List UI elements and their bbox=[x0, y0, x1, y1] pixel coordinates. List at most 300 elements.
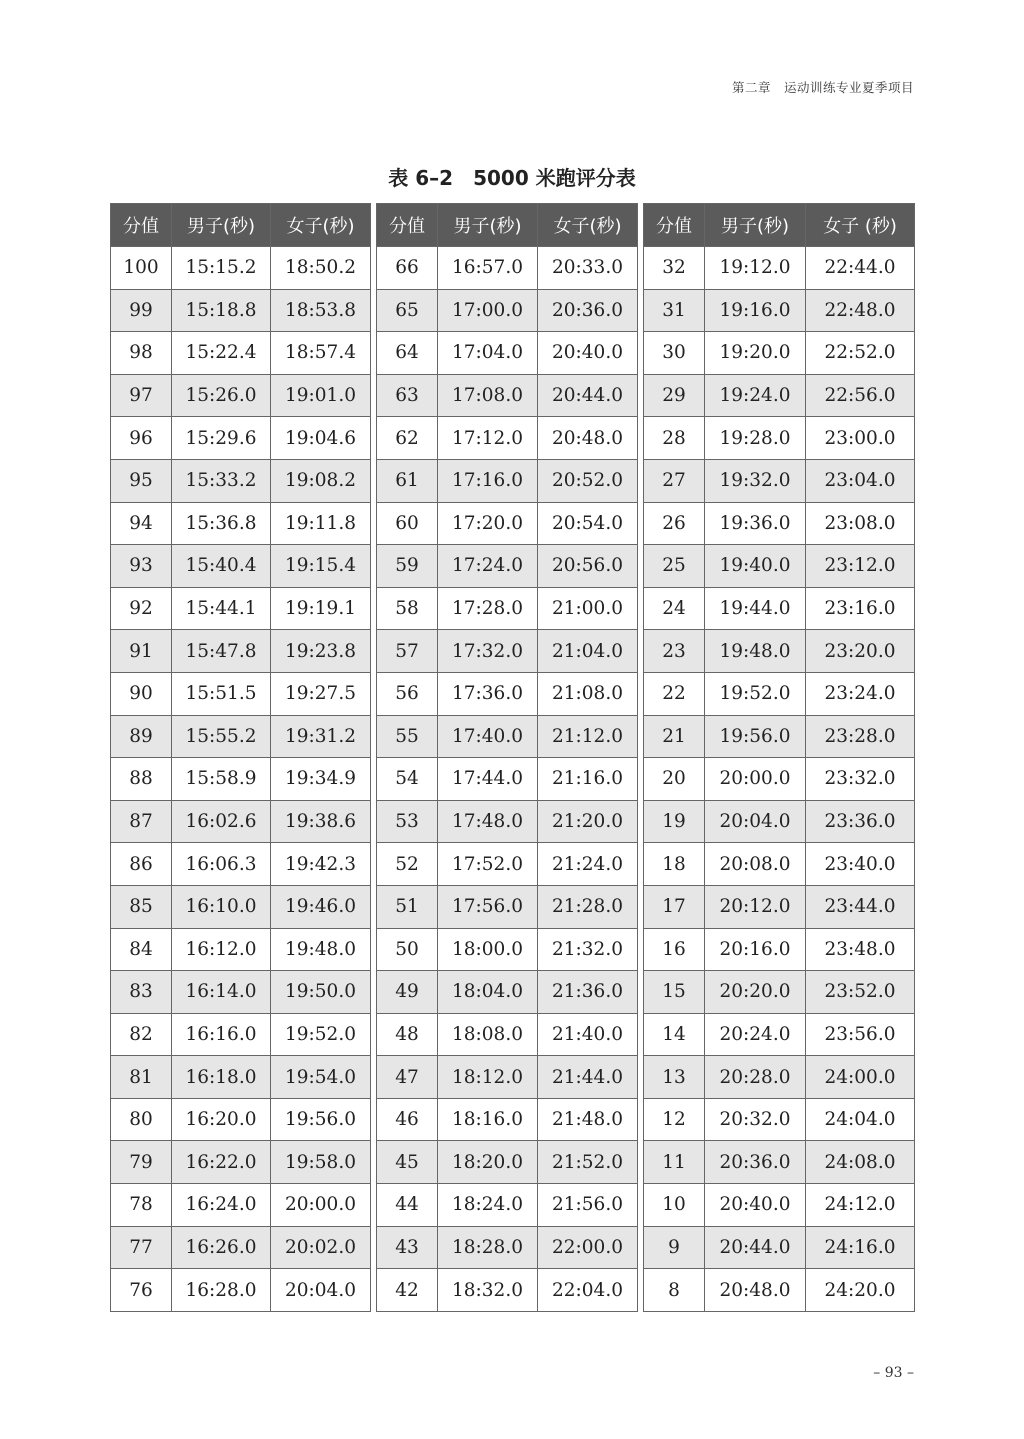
female-time-cell: 20:56.0 bbox=[538, 545, 638, 588]
male-time-cell: 17:12.0 bbox=[438, 417, 538, 460]
female-time-cell: 22:04.0 bbox=[538, 1269, 638, 1312]
male-time-cell: 18:28.0 bbox=[438, 1226, 538, 1269]
table-row bbox=[377, 1013, 638, 1056]
table-row bbox=[111, 1269, 371, 1312]
table-row bbox=[377, 417, 638, 460]
table-row bbox=[644, 502, 915, 545]
table-row bbox=[644, 332, 915, 375]
female-time-cell: 18:50.2 bbox=[271, 247, 371, 290]
table-row bbox=[377, 1184, 638, 1227]
score-cell: 11 bbox=[644, 1141, 705, 1184]
table-row bbox=[377, 715, 638, 758]
score-cell: 60 bbox=[377, 502, 438, 545]
male-time-cell: 18:08.0 bbox=[438, 1013, 538, 1056]
score-cell: 45 bbox=[377, 1141, 438, 1184]
female-time-cell: 24:08.0 bbox=[806, 1141, 915, 1184]
female-time-cell: 21:16.0 bbox=[538, 758, 638, 801]
table-row bbox=[111, 545, 371, 588]
male-time-cell: 17:48.0 bbox=[438, 800, 538, 843]
score-cell: 78 bbox=[111, 1184, 172, 1227]
female-time-cell: 19:48.0 bbox=[271, 928, 371, 971]
table-row bbox=[377, 928, 638, 971]
score-cell: 88 bbox=[111, 758, 172, 801]
male-time-cell: 20:16.0 bbox=[705, 928, 806, 971]
female-time-cell: 24:04.0 bbox=[806, 1098, 915, 1141]
female-time-cell: 19:19.1 bbox=[271, 587, 371, 630]
table-title: 表 6–2 5000 米跑评分表 bbox=[388, 166, 636, 190]
table-row bbox=[377, 1056, 638, 1099]
table-row bbox=[111, 1098, 371, 1141]
male-time-cell: 15:22.4 bbox=[172, 332, 271, 375]
male-time-cell: 20:20.0 bbox=[705, 971, 806, 1014]
table-row bbox=[377, 1269, 638, 1312]
score-cell: 10 bbox=[644, 1184, 705, 1227]
male-time-cell: 15:33.2 bbox=[172, 459, 271, 502]
score-cell: 28 bbox=[644, 417, 705, 460]
table-row bbox=[377, 374, 638, 417]
male-time-cell: 16:57.0 bbox=[438, 247, 538, 290]
table-row bbox=[377, 459, 638, 502]
table-row bbox=[377, 587, 638, 630]
male-time-cell: 15:55.2 bbox=[172, 715, 271, 758]
table-row bbox=[377, 1141, 638, 1184]
score-cell: 22 bbox=[644, 672, 705, 715]
table-row bbox=[377, 630, 638, 673]
male-time-cell: 17:24.0 bbox=[438, 545, 538, 588]
score-cell: 30 bbox=[644, 332, 705, 375]
male-time-cell: 15:15.2 bbox=[172, 247, 271, 290]
female-time-cell: 23:44.0 bbox=[806, 885, 915, 928]
male-time-cell: 18:24.0 bbox=[438, 1184, 538, 1227]
table-row bbox=[111, 715, 371, 758]
score-cell: 17 bbox=[644, 885, 705, 928]
score-cell: 79 bbox=[111, 1141, 172, 1184]
score-cell: 12 bbox=[644, 1098, 705, 1141]
table-row bbox=[377, 545, 638, 588]
table-row bbox=[111, 843, 371, 886]
table-header-row bbox=[111, 204, 371, 247]
male-time-cell: 15:58.9 bbox=[172, 758, 271, 801]
male-time-cell: 16:28.0 bbox=[172, 1269, 271, 1312]
male-time-cell: 16:16.0 bbox=[172, 1013, 271, 1056]
score-cell: 16 bbox=[644, 928, 705, 971]
male-time-cell: 20:28.0 bbox=[705, 1056, 806, 1099]
score-cell: 61 bbox=[377, 459, 438, 502]
male-time-cell: 19:52.0 bbox=[705, 672, 806, 715]
table-row bbox=[111, 374, 371, 417]
table-row bbox=[111, 289, 371, 332]
table-row bbox=[377, 800, 638, 843]
female-time-cell: 23:00.0 bbox=[806, 417, 915, 460]
male-time-cell: 17:36.0 bbox=[438, 672, 538, 715]
male-time-cell: 19:56.0 bbox=[705, 715, 806, 758]
score-cell: 31 bbox=[644, 289, 705, 332]
score-table-1 bbox=[110, 203, 371, 1312]
female-time-cell: 23:40.0 bbox=[806, 843, 915, 886]
female-time-cell: 23:20.0 bbox=[806, 630, 915, 673]
female-time-cell: 21:36.0 bbox=[538, 971, 638, 1014]
female-time-cell: 23:08.0 bbox=[806, 502, 915, 545]
male-time-cell: 20:08.0 bbox=[705, 843, 806, 886]
score-cell: 81 bbox=[111, 1056, 172, 1099]
table-row bbox=[644, 630, 915, 673]
header-male: 男子(秒) bbox=[172, 204, 271, 247]
female-time-cell: 21:56.0 bbox=[538, 1184, 638, 1227]
table-header-row bbox=[644, 204, 915, 247]
table-row bbox=[111, 1013, 371, 1056]
score-cell: 15 bbox=[644, 971, 705, 1014]
table-row bbox=[644, 1226, 915, 1269]
table-row bbox=[111, 1056, 371, 1099]
female-time-cell: 19:04.6 bbox=[271, 417, 371, 460]
table-row bbox=[644, 587, 915, 630]
table-header-row bbox=[377, 204, 638, 247]
score-cell: 55 bbox=[377, 715, 438, 758]
female-time-cell: 23:12.0 bbox=[806, 545, 915, 588]
table-row bbox=[377, 247, 638, 290]
female-time-cell: 19:01.0 bbox=[271, 374, 371, 417]
male-time-cell: 20:44.0 bbox=[705, 1226, 806, 1269]
table-row bbox=[111, 1184, 371, 1227]
running-head: 第二章 运动训练专业夏季项目 bbox=[731, 80, 914, 95]
male-time-cell: 16:02.6 bbox=[172, 800, 271, 843]
score-cell: 97 bbox=[111, 374, 172, 417]
male-time-cell: 19:16.0 bbox=[705, 289, 806, 332]
female-time-cell: 23:52.0 bbox=[806, 971, 915, 1014]
male-time-cell: 16:20.0 bbox=[172, 1098, 271, 1141]
female-time-cell: 19:11.8 bbox=[271, 502, 371, 545]
male-time-cell: 16:18.0 bbox=[172, 1056, 271, 1099]
male-time-cell: 16:26.0 bbox=[172, 1226, 271, 1269]
male-time-cell: 17:56.0 bbox=[438, 885, 538, 928]
table-row bbox=[644, 885, 915, 928]
score-cell: 13 bbox=[644, 1056, 705, 1099]
female-time-cell: 24:16.0 bbox=[806, 1226, 915, 1269]
score-cell: 52 bbox=[377, 843, 438, 886]
female-time-cell: 21:40.0 bbox=[538, 1013, 638, 1056]
female-time-cell: 21:32.0 bbox=[538, 928, 638, 971]
header-female: 女子(秒) bbox=[271, 204, 371, 247]
score-cell: 84 bbox=[111, 928, 172, 971]
score-tables bbox=[110, 203, 914, 1313]
table-row bbox=[644, 1056, 915, 1099]
male-time-cell: 20:32.0 bbox=[705, 1098, 806, 1141]
score-cell: 20 bbox=[644, 758, 705, 801]
header-female: 女子 (秒) bbox=[806, 204, 915, 247]
score-cell: 91 bbox=[111, 630, 172, 673]
male-time-cell: 17:20.0 bbox=[438, 502, 538, 545]
score-cell: 8 bbox=[644, 1269, 705, 1312]
score-cell: 77 bbox=[111, 1226, 172, 1269]
score-cell: 65 bbox=[377, 289, 438, 332]
male-time-cell: 16:22.0 bbox=[172, 1141, 271, 1184]
female-time-cell: 22:56.0 bbox=[806, 374, 915, 417]
female-time-cell: 20:00.0 bbox=[271, 1184, 371, 1227]
male-time-cell: 17:40.0 bbox=[438, 715, 538, 758]
female-time-cell: 23:36.0 bbox=[806, 800, 915, 843]
male-time-cell: 18:12.0 bbox=[438, 1056, 538, 1099]
male-time-cell: 17:16.0 bbox=[438, 459, 538, 502]
table-row bbox=[111, 672, 371, 715]
header-male: 男子(秒) bbox=[705, 204, 806, 247]
female-time-cell: 24:20.0 bbox=[806, 1269, 915, 1312]
score-cell: 48 bbox=[377, 1013, 438, 1056]
female-time-cell: 19:15.4 bbox=[271, 545, 371, 588]
table-row bbox=[644, 459, 915, 502]
score-cell: 57 bbox=[377, 630, 438, 673]
male-time-cell: 15:40.4 bbox=[172, 545, 271, 588]
table-row bbox=[377, 971, 638, 1014]
male-time-cell: 17:08.0 bbox=[438, 374, 538, 417]
female-time-cell: 21:44.0 bbox=[538, 1056, 638, 1099]
table-row bbox=[111, 800, 371, 843]
female-time-cell: 23:48.0 bbox=[806, 928, 915, 971]
male-time-cell: 19:48.0 bbox=[705, 630, 806, 673]
score-cell: 54 bbox=[377, 758, 438, 801]
table-row bbox=[644, 374, 915, 417]
page-number: – 93 – bbox=[873, 1365, 914, 1381]
score-cell: 85 bbox=[111, 885, 172, 928]
female-time-cell: 19:23.8 bbox=[271, 630, 371, 673]
table-row bbox=[644, 715, 915, 758]
table-row bbox=[111, 758, 371, 801]
male-time-cell: 15:44.1 bbox=[172, 587, 271, 630]
female-time-cell: 20:40.0 bbox=[538, 332, 638, 375]
score-cell: 92 bbox=[111, 587, 172, 630]
score-cell: 94 bbox=[111, 502, 172, 545]
female-time-cell: 20:52.0 bbox=[538, 459, 638, 502]
male-time-cell: 20:36.0 bbox=[705, 1141, 806, 1184]
male-time-cell: 17:28.0 bbox=[438, 587, 538, 630]
female-time-cell: 19:54.0 bbox=[271, 1056, 371, 1099]
male-time-cell: 15:36.8 bbox=[172, 502, 271, 545]
table-row bbox=[644, 1098, 915, 1141]
table-row bbox=[111, 459, 371, 502]
table-row bbox=[111, 332, 371, 375]
table-row bbox=[377, 289, 638, 332]
male-time-cell: 17:04.0 bbox=[438, 332, 538, 375]
female-time-cell: 23:24.0 bbox=[806, 672, 915, 715]
female-time-cell: 23:32.0 bbox=[806, 758, 915, 801]
table-row bbox=[644, 1013, 915, 1056]
table-row bbox=[377, 885, 638, 928]
male-time-cell: 20:12.0 bbox=[705, 885, 806, 928]
score-cell: 59 bbox=[377, 545, 438, 588]
male-time-cell: 15:51.5 bbox=[172, 672, 271, 715]
female-time-cell: 18:57.4 bbox=[271, 332, 371, 375]
female-time-cell: 21:20.0 bbox=[538, 800, 638, 843]
male-time-cell: 16:12.0 bbox=[172, 928, 271, 971]
header-score: 分值 bbox=[644, 204, 705, 247]
score-cell: 43 bbox=[377, 1226, 438, 1269]
male-time-cell: 18:20.0 bbox=[438, 1141, 538, 1184]
female-time-cell: 19:34.9 bbox=[271, 758, 371, 801]
female-time-cell: 21:04.0 bbox=[538, 630, 638, 673]
score-cell: 64 bbox=[377, 332, 438, 375]
female-time-cell: 23:16.0 bbox=[806, 587, 915, 630]
male-time-cell: 19:32.0 bbox=[705, 459, 806, 502]
male-time-cell: 19:36.0 bbox=[705, 502, 806, 545]
female-time-cell: 19:46.0 bbox=[271, 885, 371, 928]
score-cell: 58 bbox=[377, 587, 438, 630]
score-cell: 29 bbox=[644, 374, 705, 417]
male-time-cell: 15:18.8 bbox=[172, 289, 271, 332]
score-table-2 bbox=[376, 203, 638, 1312]
female-time-cell: 22:44.0 bbox=[806, 247, 915, 290]
female-time-cell: 21:08.0 bbox=[538, 672, 638, 715]
female-time-cell: 22:48.0 bbox=[806, 289, 915, 332]
female-time-cell: 19:52.0 bbox=[271, 1013, 371, 1056]
male-time-cell: 20:00.0 bbox=[705, 758, 806, 801]
table-row bbox=[644, 247, 915, 290]
male-time-cell: 19:12.0 bbox=[705, 247, 806, 290]
table-row bbox=[111, 247, 371, 290]
female-time-cell: 19:27.5 bbox=[271, 672, 371, 715]
score-cell: 50 bbox=[377, 928, 438, 971]
table-row bbox=[644, 1141, 915, 1184]
male-time-cell: 15:29.6 bbox=[172, 417, 271, 460]
female-time-cell: 24:00.0 bbox=[806, 1056, 915, 1099]
score-cell: 23 bbox=[644, 630, 705, 673]
female-time-cell: 20:36.0 bbox=[538, 289, 638, 332]
table-row bbox=[644, 758, 915, 801]
male-time-cell: 16:06.3 bbox=[172, 843, 271, 886]
female-time-cell: 22:52.0 bbox=[806, 332, 915, 375]
female-time-cell: 24:12.0 bbox=[806, 1184, 915, 1227]
table-row bbox=[111, 630, 371, 673]
female-time-cell: 20:33.0 bbox=[538, 247, 638, 290]
table-row bbox=[644, 417, 915, 460]
female-time-cell: 23:56.0 bbox=[806, 1013, 915, 1056]
table-row bbox=[644, 971, 915, 1014]
table-row bbox=[111, 502, 371, 545]
score-cell: 93 bbox=[111, 545, 172, 588]
score-cell: 21 bbox=[644, 715, 705, 758]
score-cell: 96 bbox=[111, 417, 172, 460]
male-time-cell: 17:44.0 bbox=[438, 758, 538, 801]
female-time-cell: 21:00.0 bbox=[538, 587, 638, 630]
female-time-cell: 20:44.0 bbox=[538, 374, 638, 417]
header-male: 男子(秒) bbox=[438, 204, 538, 247]
table-row bbox=[111, 928, 371, 971]
male-time-cell: 20:04.0 bbox=[705, 800, 806, 843]
table-row bbox=[644, 1184, 915, 1227]
male-time-cell: 19:40.0 bbox=[705, 545, 806, 588]
female-time-cell: 22:00.0 bbox=[538, 1226, 638, 1269]
score-cell: 26 bbox=[644, 502, 705, 545]
table-row bbox=[377, 672, 638, 715]
score-cell: 18 bbox=[644, 843, 705, 886]
score-cell: 83 bbox=[111, 971, 172, 1014]
female-time-cell: 23:28.0 bbox=[806, 715, 915, 758]
table-row bbox=[377, 502, 638, 545]
score-cell: 62 bbox=[377, 417, 438, 460]
header-score: 分值 bbox=[111, 204, 172, 247]
score-cell: 27 bbox=[644, 459, 705, 502]
table-row bbox=[644, 843, 915, 886]
male-time-cell: 15:26.0 bbox=[172, 374, 271, 417]
score-cell: 24 bbox=[644, 587, 705, 630]
score-cell: 89 bbox=[111, 715, 172, 758]
female-time-cell: 21:48.0 bbox=[538, 1098, 638, 1141]
score-cell: 98 bbox=[111, 332, 172, 375]
score-cell: 53 bbox=[377, 800, 438, 843]
male-time-cell: 17:00.0 bbox=[438, 289, 538, 332]
score-cell: 100 bbox=[111, 247, 172, 290]
score-cell: 99 bbox=[111, 289, 172, 332]
table-row bbox=[644, 672, 915, 715]
table-row bbox=[111, 885, 371, 928]
table-row bbox=[644, 289, 915, 332]
score-cell: 86 bbox=[111, 843, 172, 886]
header-female: 女子(秒) bbox=[538, 204, 638, 247]
table-row bbox=[644, 545, 915, 588]
male-time-cell: 19:44.0 bbox=[705, 587, 806, 630]
male-time-cell: 18:04.0 bbox=[438, 971, 538, 1014]
female-time-cell: 18:53.8 bbox=[271, 289, 371, 332]
male-time-cell: 19:20.0 bbox=[705, 332, 806, 375]
score-cell: 14 bbox=[644, 1013, 705, 1056]
female-time-cell: 20:04.0 bbox=[271, 1269, 371, 1312]
female-time-cell: 19:38.6 bbox=[271, 800, 371, 843]
score-table-3 bbox=[643, 203, 915, 1312]
table-row bbox=[111, 587, 371, 630]
header-score: 分值 bbox=[377, 204, 438, 247]
score-cell: 49 bbox=[377, 971, 438, 1014]
female-time-cell: 21:12.0 bbox=[538, 715, 638, 758]
score-cell: 42 bbox=[377, 1269, 438, 1312]
score-cell: 76 bbox=[111, 1269, 172, 1312]
score-cell: 19 bbox=[644, 800, 705, 843]
male-time-cell: 18:16.0 bbox=[438, 1098, 538, 1141]
male-time-cell: 16:10.0 bbox=[172, 885, 271, 928]
score-cell: 90 bbox=[111, 672, 172, 715]
female-time-cell: 19:56.0 bbox=[271, 1098, 371, 1141]
female-time-cell: 20:02.0 bbox=[271, 1226, 371, 1269]
score-cell: 32 bbox=[644, 247, 705, 290]
male-time-cell: 17:52.0 bbox=[438, 843, 538, 886]
table-row bbox=[111, 1141, 371, 1184]
female-time-cell: 19:42.3 bbox=[271, 843, 371, 886]
table-row bbox=[644, 800, 915, 843]
score-cell: 9 bbox=[644, 1226, 705, 1269]
score-cell: 63 bbox=[377, 374, 438, 417]
table-row bbox=[377, 758, 638, 801]
female-time-cell: 19:50.0 bbox=[271, 971, 371, 1014]
table-row bbox=[377, 843, 638, 886]
male-time-cell: 20:48.0 bbox=[705, 1269, 806, 1312]
female-time-cell: 19:08.2 bbox=[271, 459, 371, 502]
score-cell: 25 bbox=[644, 545, 705, 588]
table-row bbox=[111, 417, 371, 460]
score-cell: 47 bbox=[377, 1056, 438, 1099]
female-time-cell: 23:04.0 bbox=[806, 459, 915, 502]
table-row bbox=[111, 1226, 371, 1269]
female-time-cell: 21:24.0 bbox=[538, 843, 638, 886]
table-row bbox=[111, 971, 371, 1014]
score-cell: 51 bbox=[377, 885, 438, 928]
score-cell: 44 bbox=[377, 1184, 438, 1227]
female-time-cell: 20:48.0 bbox=[538, 417, 638, 460]
score-cell: 82 bbox=[111, 1013, 172, 1056]
male-time-cell: 17:32.0 bbox=[438, 630, 538, 673]
female-time-cell: 19:58.0 bbox=[271, 1141, 371, 1184]
female-time-cell: 20:54.0 bbox=[538, 502, 638, 545]
table-row bbox=[377, 1226, 638, 1269]
table-row bbox=[377, 1098, 638, 1141]
male-time-cell: 19:24.0 bbox=[705, 374, 806, 417]
male-time-cell: 20:24.0 bbox=[705, 1013, 806, 1056]
